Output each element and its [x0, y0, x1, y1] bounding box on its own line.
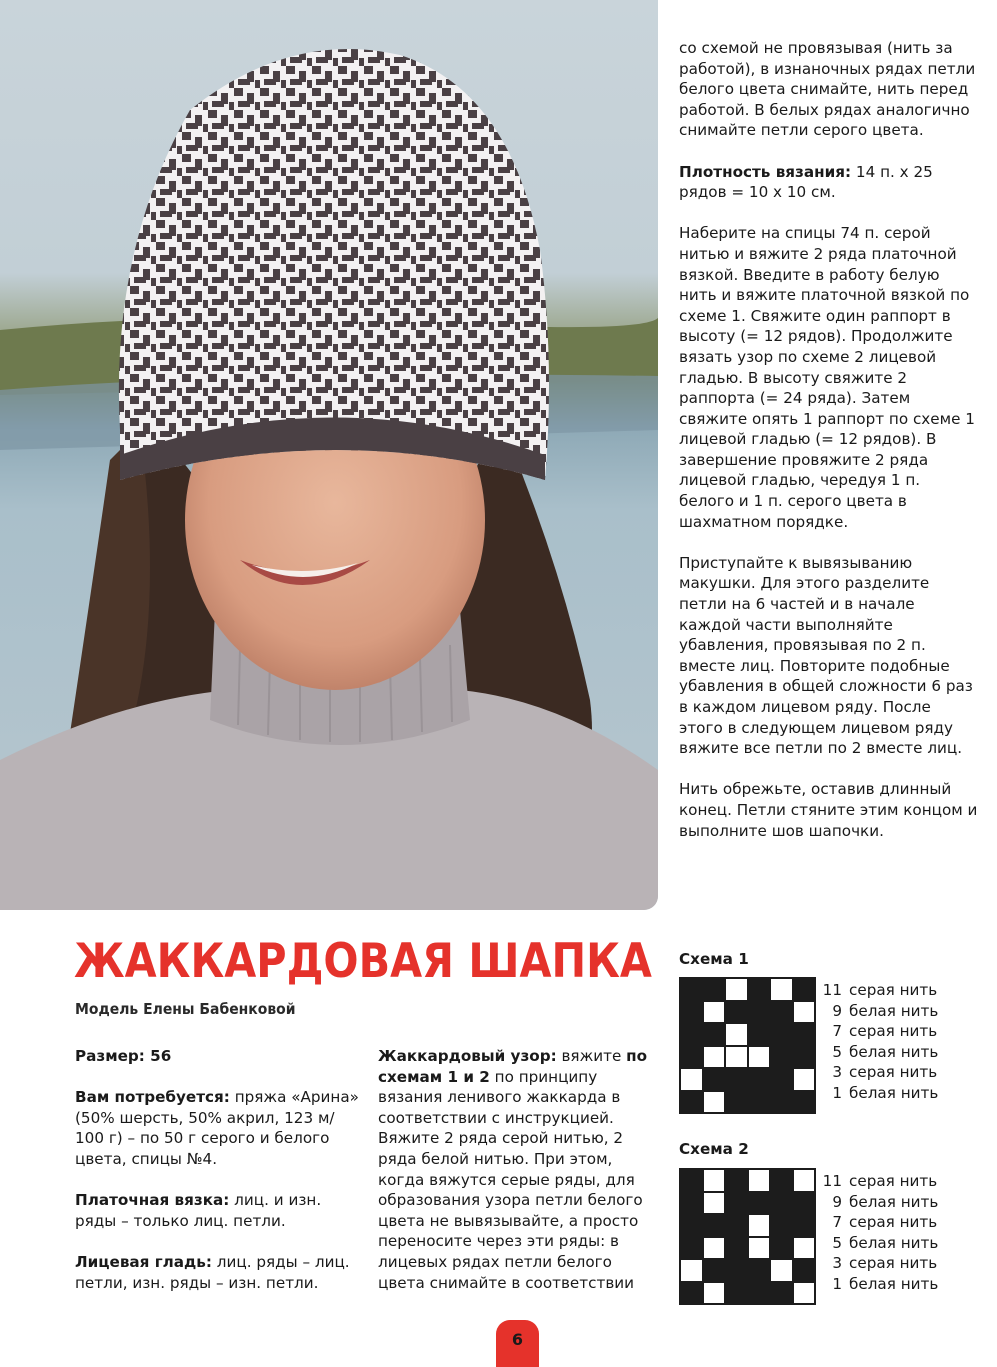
stockinette-paragraph: [75, 1252, 365, 1293]
density-label: Плотность вязания:: [679, 162, 852, 181]
page-number: 6: [496, 1320, 539, 1367]
chart-cell: [771, 1069, 792, 1090]
chart-cell: [771, 1047, 792, 1068]
model-photo: [0, 0, 658, 910]
chart-cell: [794, 1002, 815, 1023]
scheme-2-grid: [679, 1168, 816, 1305]
stockinette-text: лиц. ряды – лиц. петли, изн. ряды – изн. петли.: [75, 1252, 350, 1292]
scheme-1-grid: [679, 977, 816, 1114]
chart-cell: [749, 1238, 770, 1259]
chart-cell: [794, 979, 815, 1000]
row-label: [820, 1274, 938, 1295]
chart-cell: [726, 1024, 747, 1045]
scheme-1-row-labels: [820, 980, 938, 1103]
chart-cell: [681, 979, 702, 1000]
row-label: [820, 1192, 938, 1213]
chart-cell: [681, 1092, 702, 1113]
chart-cell: [794, 1260, 815, 1281]
size-label: Размер:: [75, 1047, 145, 1065]
row-yarn: серая нить: [849, 1172, 938, 1190]
chart-cell: [749, 1283, 770, 1304]
instructions-column-right: [679, 38, 979, 862]
instructions-paragraph: Наберите на спицы 74 п. серой нитью и вяжите 2 ряда платочной вязкой. Введите в работу белую нить и вяжите платочной вязкой по схеме 1. Свяжите один раппорт в высоту (= 12 рядов). Продолжите вязать узор по схеме 2 лицевой гладью. В высоту свяжите 2 раппорта (= 24 ряда). Затем свяжите опять 1 раппорт по схеме 1 лицевой гладью (= 12 рядов). В завершение провяжите 2 ряда лицевой гладью, чередуя 1 п. белого и 1 п. серого цвета в шахматном порядке.: [679, 224, 975, 531]
scheme-2-title: Схема 2: [679, 1140, 749, 1158]
chart-cell: [726, 1170, 747, 1191]
scheme-2-row-labels: [820, 1171, 938, 1294]
scheme-1-title: Схема 1: [679, 950, 749, 968]
row-yarn: серая нить: [849, 1254, 938, 1272]
chart-cell: [704, 1283, 725, 1304]
chart-cell: [726, 1215, 747, 1236]
chart-cell: [771, 1170, 792, 1191]
row-yarn: белая нить: [849, 1274, 939, 1293]
chart-cell: [681, 1283, 702, 1304]
garter-text: лиц. и изн. ряды – только лиц. петли.: [75, 1191, 322, 1230]
photo-illustration: [0, 0, 658, 910]
row-number: 7: [832, 1022, 842, 1040]
row-yarn: белая нить: [849, 1001, 939, 1020]
row-label: [820, 1001, 938, 1022]
row-label: [820, 1062, 938, 1083]
chart-cell: [726, 1002, 747, 1023]
chart-cell: [681, 1170, 702, 1191]
chart-cell: [704, 1024, 725, 1045]
chart-cell: [704, 1193, 725, 1214]
materials-label: Вам потребуется:: [75, 1088, 230, 1107]
row-label: [820, 980, 938, 1001]
row-number: 11: [822, 1172, 842, 1190]
chart-cell: [749, 1260, 770, 1281]
chart-cell: [681, 1238, 702, 1259]
author-subtitle: Модель Елены Бабенковой: [75, 1000, 296, 1018]
chart-cell: [726, 1193, 747, 1214]
row-label: [820, 1233, 938, 1254]
row-label: [820, 1083, 938, 1104]
chart-cell: [794, 1024, 815, 1045]
chart-cell: [681, 1024, 702, 1045]
chart-cell: [704, 979, 725, 1000]
jacquard-text: по принципу вязания ленивого жаккарда в соответствии с инструкцией. Вяжите 2 ряда серой нитью, 2 ряда белой нитью. При этом, когда вяжутся серые ряды, для образования узора петли белого цвета не вывязывайте, а просто переносите через эти ряды: в лицевых рядах петли белого цвета снимайте в соответствии: [378, 1067, 643, 1292]
row-label: [820, 1171, 938, 1192]
stockinette-label: Лицевая гладь:: [75, 1252, 212, 1271]
chart-cell: [704, 1047, 725, 1068]
chart-cell: [794, 1283, 815, 1304]
chart-cell: [794, 1092, 815, 1113]
chart-cell: [771, 1092, 792, 1113]
row-label: [820, 1021, 938, 1042]
materials-text: пряжа «Арина» (50% шерсть, 50% акрил, 123 м/ 100 г) – по 50 г серого и белого цвета, спицы №4.: [75, 1088, 359, 1168]
chart-cell: [749, 1170, 770, 1191]
chart-cell: [771, 1283, 792, 1304]
chart-cell: [704, 1069, 725, 1090]
row-label: [820, 1042, 938, 1063]
page-title: ЖАККАРДОВАЯ ШАПКА: [74, 934, 652, 989]
row-yarn: серая нить: [849, 1063, 938, 1081]
chart-cell: [726, 1069, 747, 1090]
jacquard-column: [378, 1046, 663, 1293]
density-text: 14 п. х 25 рядов = 10 х 10 см.: [679, 162, 933, 202]
row-label: [820, 1253, 938, 1274]
jacquard-paragraph: [378, 1046, 663, 1293]
chart-cell: [726, 1047, 747, 1068]
row-number: 9: [832, 1001, 842, 1020]
jacquard-label: Жаккардовый узор:: [378, 1047, 557, 1065]
chart-cell: [794, 1215, 815, 1236]
chart-cell: [771, 1260, 792, 1281]
row-number: 5: [832, 1233, 842, 1252]
chart-cell: [794, 1069, 815, 1090]
chart-cell: [794, 1193, 815, 1214]
row-yarn: серая нить: [849, 981, 938, 999]
chart-cell: [704, 1238, 725, 1259]
chart-cell: [681, 1193, 702, 1214]
chart-cell: [794, 1047, 815, 1068]
row-number: 3: [832, 1254, 842, 1272]
chart-cell: [749, 1069, 770, 1090]
row-number: 11: [822, 981, 842, 999]
chart-cell: [681, 1215, 702, 1236]
instructions-paragraph: со схемой не провязывая (нить за работой), в изнаночных рядах петли белого цвета снимайте, нить перед работой. В белых рядах аналогично снимайте петли серого цвета.: [679, 39, 976, 140]
row-yarn: белая нить: [849, 1233, 939, 1252]
chart-cell: [771, 1002, 792, 1023]
row-number: 9: [832, 1192, 842, 1211]
chart-cell: [749, 1002, 770, 1023]
size-value: 56: [144, 1047, 172, 1065]
jacquard-pre: вяжите: [556, 1047, 627, 1065]
row-label: [820, 1212, 938, 1233]
chart-cell: [771, 1193, 792, 1214]
chart-cell: [771, 979, 792, 1000]
row-number: 3: [832, 1063, 842, 1081]
chart-cell: [726, 979, 747, 1000]
row-yarn: белая нить: [849, 1083, 939, 1102]
row-yarn: белая нить: [849, 1192, 939, 1211]
chart-cell: [726, 1092, 747, 1113]
jacquard-bold: по схемам 1 и 2: [378, 1047, 648, 1086]
row-number: 7: [832, 1213, 842, 1231]
chart-cell: [681, 1260, 702, 1281]
row-number: 1: [832, 1274, 842, 1293]
row-yarn: белая нить: [849, 1042, 939, 1061]
chart-cell: [704, 1260, 725, 1281]
chart-cell: [749, 1047, 770, 1068]
chart-cell: [704, 1215, 725, 1236]
chart-cell: [726, 1260, 747, 1281]
chart-cell: [681, 1002, 702, 1023]
chart-cell: [681, 1047, 702, 1068]
row-yarn: серая нить: [849, 1213, 938, 1231]
garter-label: Платочная вязка:: [75, 1191, 230, 1210]
chart-cell: [794, 1170, 815, 1191]
density-paragraph: [679, 162, 979, 203]
chart-cell: [749, 1215, 770, 1236]
row-number: 5: [832, 1042, 842, 1061]
chart-cell: [794, 1238, 815, 1259]
chart-cell: [704, 1170, 725, 1191]
size-paragraph: [75, 1046, 365, 1067]
chart-cell: [771, 1238, 792, 1259]
chart-cell: [749, 979, 770, 1000]
chart-cell: [749, 1092, 770, 1113]
materials-paragraph: [75, 1087, 365, 1169]
chart-cell: [749, 1193, 770, 1214]
chart-cell: [681, 1069, 702, 1090]
chart-cell: [726, 1238, 747, 1259]
chart-cell: [726, 1283, 747, 1304]
row-number: 1: [832, 1083, 842, 1102]
row-yarn: серая нить: [849, 1022, 938, 1040]
instructions-paragraph: Приступайте к вывязыванию макушки. Для этого разделите петли на 6 частей и в начале каждой части выполняйте убавления, провязывая по 2 п. вместе лиц. Повторите подобные убавления в общей сложности 6 раз в каждом лицевом ряду. После этого в следующем лицевом ряду вяжите все петли по 2 вместе лиц.: [679, 553, 973, 758]
chart-cell: [704, 1092, 725, 1113]
chart-cell: [771, 1215, 792, 1236]
chart-cell: [771, 1024, 792, 1045]
materials-column: [75, 1046, 365, 1314]
instructions-paragraph: Нить обрежьте, оставив длинный конец. Петли стяните этим концом и выполните шов шапочки.: [679, 780, 978, 840]
garter-paragraph: [75, 1190, 365, 1231]
chart-cell: [749, 1024, 770, 1045]
chart-cell: [704, 1002, 725, 1023]
